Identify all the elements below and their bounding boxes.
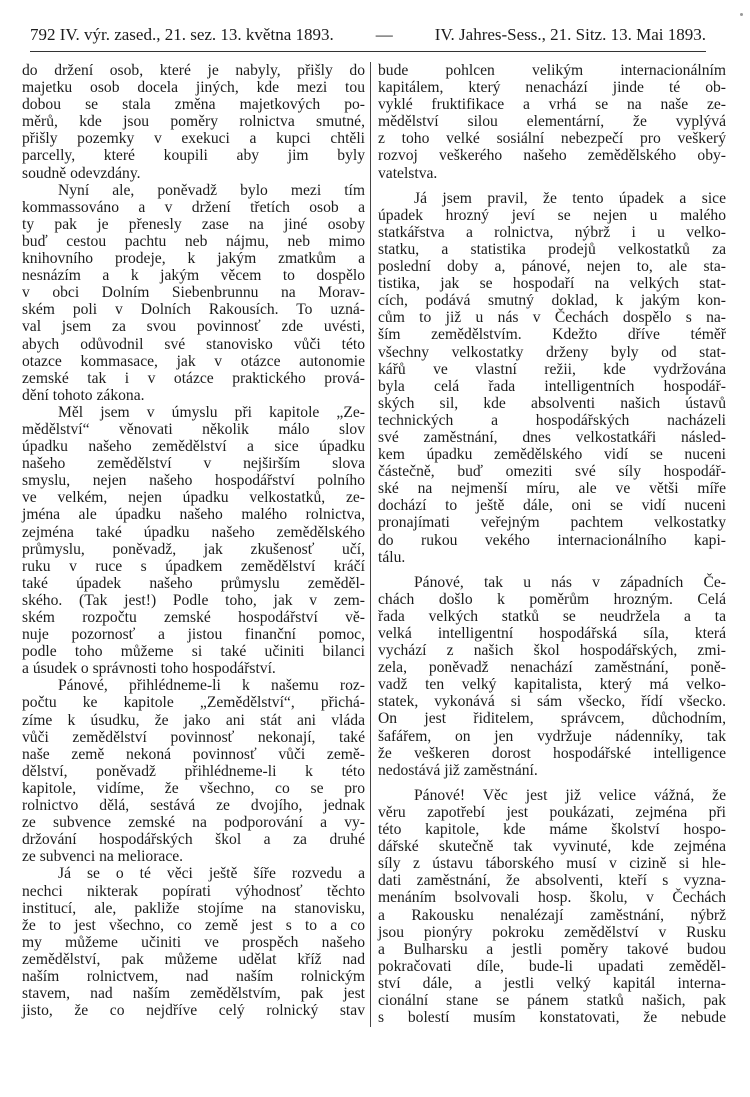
text-line: s bolestí musím konstatovati, že nebude <box>378 1009 726 1027</box>
text-line: síly z ústavu táborského musí v cizině si hle- <box>378 855 726 873</box>
column-divider <box>370 62 371 1027</box>
text-line: této kapitole, kde máme školství hospo- <box>378 821 726 839</box>
header-czech: 792 IV. výr. zased., 21. sez. 13. května 1893. <box>30 25 334 44</box>
text-line: cům to již u nás v Čechách dospělo s na- <box>378 309 726 327</box>
text-line: do rukou vekého internacionálního kapi- <box>378 531 726 549</box>
text-line: chách došlo k poměrům hrozným. Celá <box>378 590 726 608</box>
text-line: kapitole, vidíme, že všechno, co se pro <box>22 779 365 797</box>
text-line: mědělství silou elementární, že vyplývá <box>378 113 726 131</box>
text-line: vychází z našich škol hospodářských, zmi- <box>378 642 726 660</box>
text-line: držování hospodářských škol a za druhé <box>22 831 365 849</box>
text-line: abych odůvodnil své stanovisko vůči této <box>22 335 365 353</box>
text-line: otazce kommasace, jak v otázce autonomie <box>22 352 365 370</box>
text-line: parcelly, které koupili aby jim byly <box>22 147 365 165</box>
text-line: zela, poněvadž nenachází zaměstnání, poně- <box>378 659 726 677</box>
text-line: Pánové, přihlédneme-li k našemu roz- <box>58 677 365 695</box>
text-line: rozvoj veškerého našeho zemědělského oby- <box>378 147 726 165</box>
text-line: přišly pozemky v exekuci a kupci chtěli <box>22 130 365 148</box>
text-line: rolnictvo dělá, sestává ze dvojího, jednak <box>22 797 365 815</box>
text-line: dochází to ještě dále, oni se vidí nuceni <box>378 497 726 515</box>
paragraph <box>22 182 365 404</box>
text-line: naším rolnictvem, nad naším rolnickým <box>22 967 365 985</box>
text-line: zemědělství, pak můžeme udělat kříž nad <box>22 950 365 968</box>
text-line: a Rakousku nenalézají zaměstnání, nýbrž <box>378 906 726 924</box>
text-line: cionální stane se pánem statků našich, pak <box>378 991 726 1009</box>
text-line: úpadek hrozný jeví se nejen u malého <box>378 206 726 224</box>
text-line: Já se o té věci ještě šíře rozvedu a <box>58 865 365 883</box>
paragraph <box>22 62 365 182</box>
scan-speck <box>740 13 743 16</box>
right-column <box>378 62 726 1026</box>
text-line: řada velkých statků se neudržela a ta <box>378 607 726 625</box>
paragraph <box>22 677 365 865</box>
text-line: cích, podává smutný doklad, k jakým kon- <box>378 292 726 310</box>
text-line: naše země nekoná povinnosť vůči země- <box>22 745 365 763</box>
text-line: průmyslu, poněvadž, jak zkušenosť učí, <box>22 540 365 558</box>
text-line: kapitálem, který nenachází jinde té ob- <box>378 79 726 97</box>
page-header <box>30 25 706 45</box>
left-column <box>22 62 365 1019</box>
text-line: ze subvenci na meliorace. <box>22 848 184 866</box>
header-german: IV. Jahres-Sess., 21. Sitz. 13. Mai 1893. <box>434 25 706 44</box>
text-line: vyklé fruktifikace a vrhá se na naše ze- <box>378 96 726 114</box>
text-line: úpadku našeho zemědělství a sice úpadku <box>22 438 365 456</box>
text-line: podle toho můžeme si také učiniti bilanci <box>22 643 365 661</box>
text-line: kommassováno a v držení třetích osob a <box>22 198 365 216</box>
text-line: ském poli v Dolních Rakousích. To uzná- <box>22 301 365 319</box>
paragraph <box>378 62 726 182</box>
text-line: jisto, že co nejdříve celý rolnický stav <box>22 1002 365 1020</box>
text-line: zemské tak i v otázce praktického prová- <box>22 369 365 387</box>
text-line: Pánové! Věc jest již velice vážná, že <box>414 786 726 804</box>
header-separator: — <box>375 25 393 44</box>
text-line: dělství, poněvadž přihlédneme-li k této <box>22 762 365 780</box>
text-line: menáním bsolvovali hosp. školu, v Čechách <box>378 889 726 907</box>
text-line: mědělství“ věnovati několik málo slov <box>22 420 365 438</box>
text-line: pokračovati díle, bude-li upadati zeměděl- <box>378 957 726 975</box>
text-line: v obci Dolním Siebenbrunnu na Morav- <box>22 284 365 302</box>
text-line: z toho velké sosiální nebezpečí pro veškerý <box>378 130 726 148</box>
text-line: šafářem, on jen vydržuje nádenníky, tak <box>378 727 726 745</box>
text-line: také úpadek našeho průmyslu zeměděl- <box>22 574 365 592</box>
text-line: statkářstva a rolnictva, nýbrž i u velko- <box>378 223 726 241</box>
text-line: tálu. <box>378 548 406 566</box>
text-line: buď cestou pachtu neb nájmu, neb mimo <box>22 232 365 250</box>
paragraph <box>378 787 726 1026</box>
text-line: dění tohoto zákona. <box>22 386 145 404</box>
text-line: val jsem za svou povinnosť zde uvésti, <box>22 318 365 336</box>
text-line: pronajímati veřejným pachtem velkostatky <box>378 514 726 532</box>
text-line: byla celá řada intelligentních hospodář- <box>378 377 726 395</box>
text-line: statku, a statistika prodejů velkostatků za <box>378 240 726 258</box>
text-line: ty pak je přenesly zase na jiné osoby <box>22 215 365 233</box>
paragraph <box>22 404 365 678</box>
text-line: institucí, ale, pakliže stojíme na stanovisku, <box>22 899 365 917</box>
paragraph <box>378 190 726 566</box>
text-line: soudně odevzdány. <box>22 164 141 182</box>
text-line: ském rozpočtu zemské hospodářství vě- <box>22 609 365 626</box>
text-line: On jest řiditelem, správcem, důchodním, <box>378 710 726 728</box>
text-line: své zaměstnání, dnes velkostatkáři násled- <box>378 428 726 446</box>
text-line: ším zemědělstvím. Kdežto dříve téměř <box>378 326 726 344</box>
text-line: Měl jsem v úmyslu při kapitole „Ze- <box>58 403 365 421</box>
text-line: kářů ve vlastní režii, kde vydržována <box>378 360 726 378</box>
text-line: zejména také úpadku našeho zemědělského <box>22 523 365 541</box>
text-line: statek, vykonává si sám všecko, řídí všecko. <box>378 693 726 711</box>
text-line: my můžeme učiniti ve prospěch našeho <box>22 933 365 951</box>
text-line: smyslu, nejen našeho hospodářství polního <box>22 472 365 490</box>
text-line: velká intelligentní hospodářská síla, která <box>378 625 726 642</box>
text-line: majetku osob docela jiných, kde mezi tou <box>22 79 365 97</box>
text-line: nuje pozornosť a jistou finanční pomoc, <box>22 626 365 644</box>
text-line: nesnázím a k jakým věcem to dospělo <box>22 267 365 285</box>
text-line: vatelstva. <box>378 164 438 182</box>
paragraph <box>22 865 365 1019</box>
text-line: dářské skutečně tak vyvinuté, kde zejména <box>378 838 726 856</box>
paragraph <box>378 574 726 779</box>
text-line: jsou pionýry pokroku zemědělství v Rusku <box>378 923 726 941</box>
text-line: Nyní ale, poněvadž bylo mezi tím <box>58 181 365 199</box>
text-line: technických a hospodářských nacházeli <box>378 411 726 429</box>
header-rule <box>30 51 706 52</box>
text-line: dobou se stala změna majetkových po- <box>22 96 365 114</box>
text-line: ství dále, a jestli velký kapitál interna- <box>378 974 726 992</box>
text-line: ze subvence zemské na podporování a vy- <box>22 814 365 832</box>
text-line: zíme k úsudku, že jako ani stát ani vláda <box>22 711 365 729</box>
text-line: věru zapotřebí jest poukázati, zejména při <box>378 803 726 821</box>
text-line: ve velkém, nejen úpadku velkostatků, ze- <box>22 489 365 507</box>
text-line: že to jest všechno, co země jest s to a co <box>22 916 365 934</box>
text-line: všechny velkostatky drženy byly od stat- <box>378 343 726 361</box>
text-line: stavem, nad naším zemědělstvím, pak jest <box>22 985 365 1003</box>
text-line: ských sil, kde absolventi našich ústavů <box>378 394 726 412</box>
text-line: tistika, jak se hospodaří na velkých stat- <box>378 275 726 293</box>
text-line: dati zaměstnání, že absolventi, kteří s vyzna- <box>378 872 726 890</box>
text-line: částečně, buď omeziti své síly hospodář- <box>378 463 726 481</box>
text-line: knihovního prodeje, k jakým zmatkům a <box>22 250 365 268</box>
text-line: jména ale úpadku našeho malého rolnictva, <box>22 506 365 524</box>
text-line: a úsudek o správnosti toho hospodářství. <box>22 660 276 678</box>
text-line: nechci nikterak popírati výhodnosť těchto <box>22 882 365 900</box>
text-line: ského. (Tak jest!) Podle toho, jak v zem- <box>22 591 365 609</box>
text-line: Pánové, tak u nás v západních Če- <box>414 573 726 591</box>
text-line: kem úpadku zemědělského vidí se nuceni <box>378 446 726 464</box>
text-line: ské na nejmenší míru, ale ve větši míře <box>378 480 726 498</box>
text-line: počtu ke kapitole „Zemědělství“, přichá- <box>22 694 365 712</box>
text-line: ruku v ruce s úpadkem zemědělství kráčí <box>22 557 365 575</box>
text-line: že veškeren dorost hospodářské intelligence <box>378 744 726 762</box>
text-line: bude pohlcen velikým internacionálním <box>378 62 726 79</box>
text-line: do držení osob, které je nabyly, přišly do <box>22 62 365 79</box>
text-line: vadž ten velký kapitalista, který má velko- <box>378 676 726 694</box>
text-line: našeho zemědělství v nejširším slova <box>22 455 365 473</box>
text-line: nedostává již zaměstnání. <box>378 761 538 779</box>
text-line: a Bulharsku a jestli poměry takové budou <box>378 940 726 958</box>
text-line: poslední doby a, pánové, nejen to, ale sta- <box>378 258 726 276</box>
text-line: Já jsem pravil, že tento úpadek a sice <box>414 189 726 207</box>
text-line: vůči zemědělství povinnosť nekonají, také <box>22 728 365 746</box>
text-line: měrů, kde jsou poměry rolnictva smutné, <box>22 113 365 131</box>
